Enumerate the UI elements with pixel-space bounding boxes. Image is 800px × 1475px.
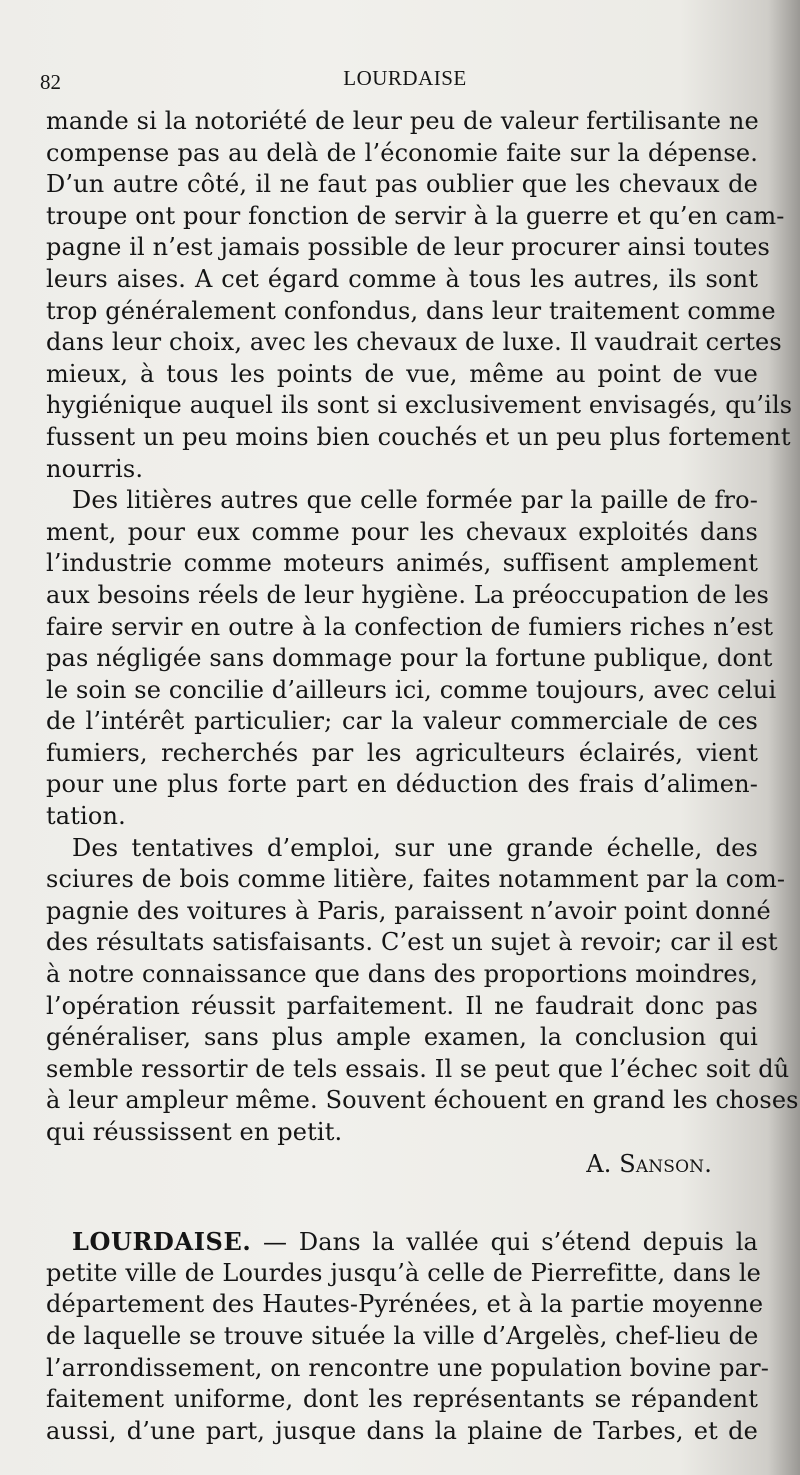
text-line: l’industrie comme moteurs animés, suffisent amplement bbox=[46, 549, 758, 578]
body-text bbox=[46, 106, 799, 1447]
text-line: nourris. bbox=[46, 454, 144, 483]
text-line: faitement uniforme, dont les représentants se répandent bbox=[46, 1385, 758, 1414]
text-line: de l’intérêt particulier; car la valeur commerciale de ces bbox=[46, 707, 758, 736]
text-line: tation. bbox=[46, 802, 126, 831]
heading-dash: — bbox=[251, 1228, 299, 1257]
text-line: à notre connaissance que dans des proportions moindres, bbox=[46, 960, 758, 989]
text-line: Des litières autres que celle formée par la paille de fro- bbox=[72, 486, 758, 515]
text-line: mieux, à tous les points de vue, même au point de vue bbox=[46, 359, 758, 388]
text-line: aussi, d’une part, jusque dans la plaine de Tarbes, et de bbox=[46, 1416, 758, 1445]
text-line: semble ressortir de tels essais. Il se peut que l’échec soit dû bbox=[46, 1054, 790, 1083]
text-line: pas négligée sans dommage pour la fortune publique, dont bbox=[46, 644, 773, 673]
text-line: pour une plus forte part en déduction des frais d’alimen- bbox=[46, 770, 758, 799]
text-line: sciures de bois comme litière, faites notamment par la com- bbox=[46, 865, 786, 894]
signature-line bbox=[46, 1149, 758, 1181]
text-line: pagne il n’est jamais possible de leur procurer ainsi toutes bbox=[46, 233, 770, 262]
text-line: faire servir en outre à la confection de fumiers riches n’est bbox=[46, 612, 774, 641]
text-line: trop généralement confondus, dans leur traitement comme bbox=[46, 296, 776, 325]
text-line: compense pas au delà de l’économie faite sur la dépense. bbox=[46, 138, 758, 167]
text-line: mande si la notoriété de leur peu de valeur fertilisante ne bbox=[46, 107, 759, 135]
text-line: ment, pour eux comme pour les chevaux exploités dans bbox=[46, 517, 758, 546]
article-heading: LOURDAISE. bbox=[72, 1227, 252, 1257]
first-line-text: Dans la vallée qui s’étend depuis la bbox=[298, 1228, 758, 1257]
author-signature: A. Sanson. bbox=[586, 1149, 712, 1178]
text-line: le soin se concilie d’ailleurs ici, comme toujours, avec celui bbox=[46, 675, 777, 704]
text-line: fussent un peu moins bien couchés et un peu plus fortement bbox=[46, 422, 791, 451]
text-line: troupe ont pour fonction de servir à la guerre et qu’en cam- bbox=[46, 201, 785, 230]
text-line: hygiénique auquel ils sont si exclusivement envisagés, qu’ils bbox=[46, 391, 793, 420]
text-line: à leur ampleur même. Souvent échouent en grand les choses bbox=[46, 1086, 799, 1115]
text-line: de laquelle se trouve située la ville d’Argelès, chef-lieu de bbox=[46, 1321, 759, 1350]
paragraph-3 bbox=[46, 833, 799, 1149]
text-line: qui réussissent en petit. bbox=[46, 1118, 343, 1146]
new-article bbox=[46, 1226, 769, 1447]
text-line: Des tentatives d’emploi, sur une grande échelle, des bbox=[72, 833, 758, 862]
paragraph-2 bbox=[46, 485, 777, 833]
text-line: pagnie des voitures à Paris, paraissent n’avoir point donné bbox=[46, 896, 771, 925]
text-line: D’un autre côté, il ne faut pas oublier que les chevaux de bbox=[46, 170, 758, 199]
text-line: département des Hautes-Pyrénées, et à la partie moyenne bbox=[46, 1290, 764, 1319]
text-line: dans leur choix, avec les chevaux de luxe. Il vaudrait certes bbox=[46, 328, 782, 357]
text-line: des résultats satisfaisants. C’est un sujet à revoir; car il est bbox=[46, 928, 778, 957]
page-number: 82 bbox=[40, 70, 61, 94]
paragraph-1 bbox=[46, 106, 793, 485]
running-head: LOURDAISE bbox=[343, 66, 467, 90]
text-line: l’opération réussit parfaitement. Il ne faudrait donc pas bbox=[46, 991, 758, 1020]
text-line bbox=[46, 1226, 758, 1258]
text-line: généraliser, sans plus ample examen, la conclusion qui bbox=[46, 1023, 758, 1052]
section-spacer bbox=[46, 1180, 758, 1226]
text-line: l’arrondissement, on rencontre une population bovine par- bbox=[46, 1353, 769, 1382]
text-line: aux besoins réels de leur hygiène. La préoccupation de les bbox=[46, 580, 769, 609]
text-line: leurs aises. A cet égard comme à tous les autres, ils sont bbox=[46, 264, 758, 293]
text-line: fumiers, recherchés par les agriculteurs éclairés, vient bbox=[46, 738, 758, 767]
text-line: petite ville de Lourdes jusqu’à celle de Pierrefitte, dans le bbox=[46, 1258, 762, 1287]
